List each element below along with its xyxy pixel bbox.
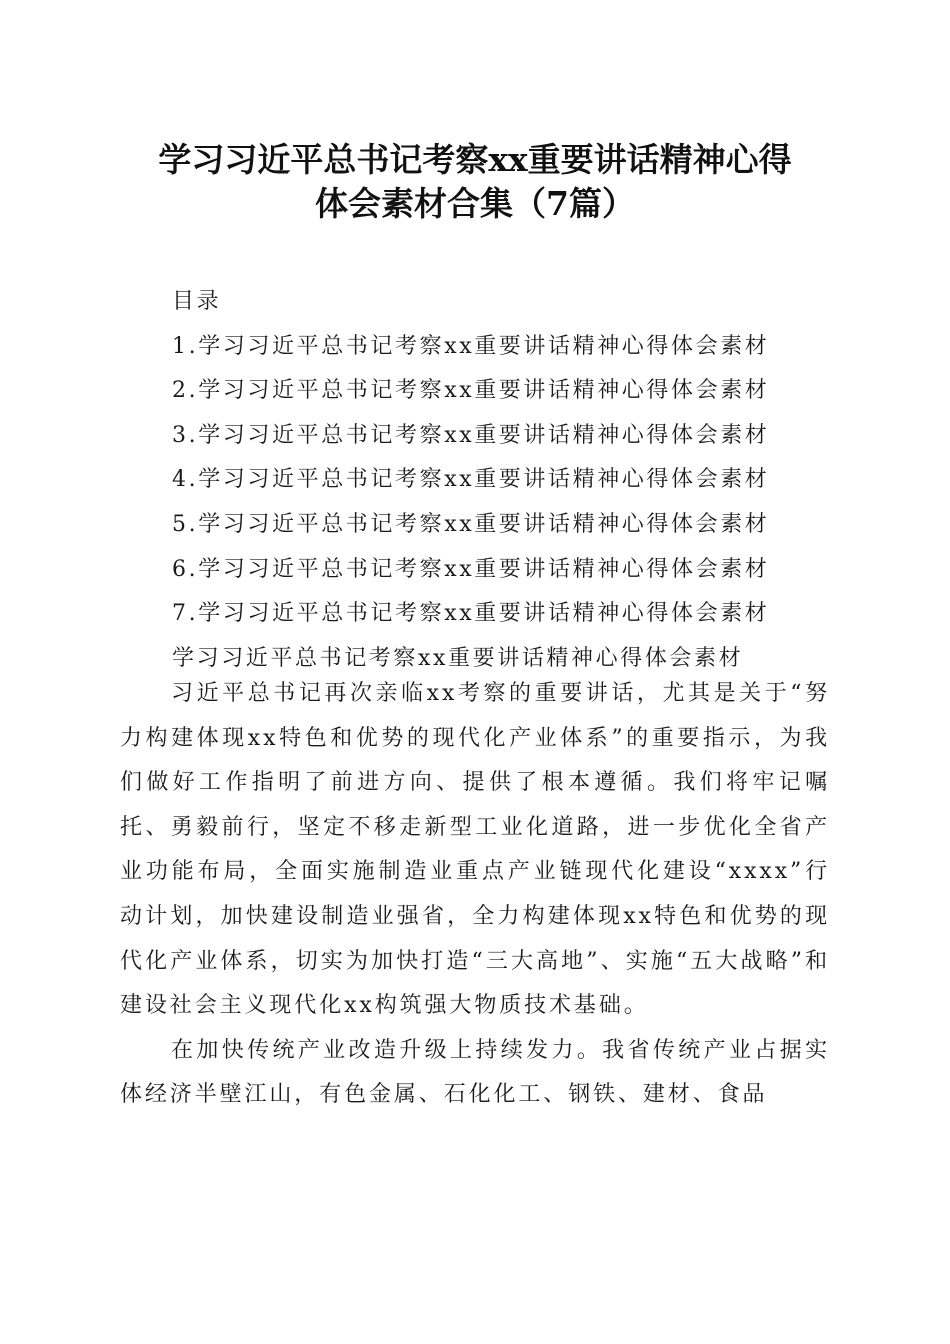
toc-heading: 目录 (172, 289, 222, 314)
body-text (120, 672, 830, 1118)
paragraph-1: 习近平总书记再次亲临xx考察的重要讲话，尤其是关于“努力构建体现xx特色和优势的现代化产业体系”的重要指示，为我们做好工作指明了前进方向、提供了根本遵循。我们将牢记嘱托、勇毅前行，坚定不移走新型工业化道路，进一步优化全省产业功能布局，全面实施制造业重点产业链现代化建设“xxxx”行动计划，加快建设制造业强省，全力构建体现xx特色和优势的现代化产业体系，切实为加快打造“三大高地”、实施“五大战略”和建设社会主义现代化xx构筑强大物质技术基础。 (120, 681, 830, 1019)
toc-item-5[interactable]: 5.学习习近平总书记考察xx重要讲话精神心得体会素材 (172, 511, 770, 537)
section-title: 学习习近平总书记考察xx重要讲话精神心得体会素材 (172, 645, 744, 671)
toc-item-1[interactable]: 1.学习习近平总书记考察xx重要讲话精神心得体会素材 (172, 333, 770, 359)
toc-item-4[interactable]: 4.学习习近平总书记考察xx重要讲话精神心得体会素材 (172, 467, 770, 493)
title-line-1: 学习习近平总书记考察xx重要讲话精神心得 (158, 140, 792, 179)
toc-item-7[interactable]: 7.学习习近平总书记考察xx重要讲话精神心得体会素材 (172, 601, 770, 627)
toc-item-2[interactable]: 2.学习习近平总书记考察xx重要讲话精神心得体会素材 (172, 378, 770, 404)
table-of-contents (172, 280, 769, 681)
toc-item-3[interactable]: 3.学习习近平总书记考察xx重要讲话精神心得体会素材 (172, 422, 770, 448)
toc-item-6[interactable]: 6.学习习近平总书记考察xx重要讲话精神心得体会素材 (172, 556, 770, 582)
document-title (100, 138, 850, 226)
title-line-2: 体会素材合集（7篇） (315, 184, 635, 223)
paragraph-2: 在加快传统产业改造升级上持续发力。我省传统产业占据实体经济半壁江山，有色金属、石化化工、钢铁、建材、食品 (120, 1037, 830, 1108)
